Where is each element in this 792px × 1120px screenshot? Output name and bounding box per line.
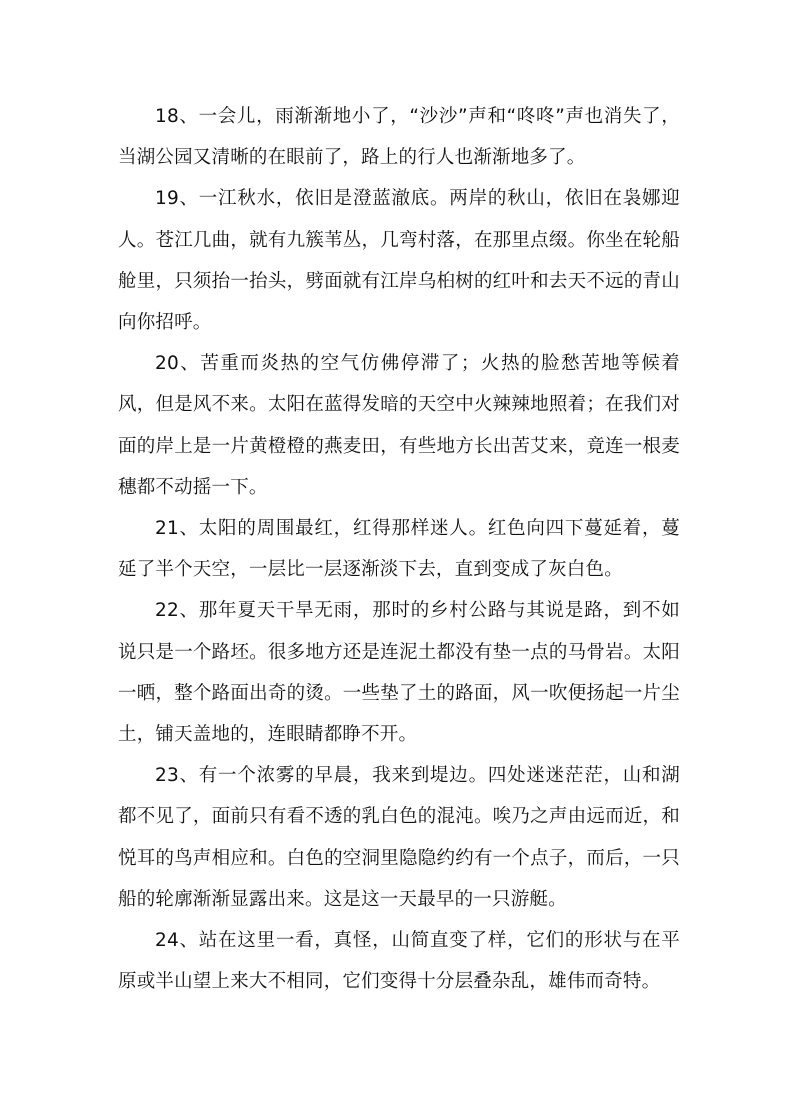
paragraph-22: 22、那年夏天干旱无雨，那时的乡村公路与其说是路，到不如说只是一个路坯。很多地方还是连泥土都没有垫一点的马骨岩。太阳一晒，整个路面出奇的烫。一些垫了土的路面，风一吹便扬起一片尘土，铺天盖地的，连眼睛都睁不开。 [118,600,680,746]
document-body [118,96,680,1002]
paragraph-23: 23、有一个浓雾的早晨，我来到堤边。四处迷迷茫茫，山和湖都不见了，面前只有看不透的乳白色的混沌。唉乃之声由远而近，和悦耳的鸟声相应和。白色的空洞里隐隐约约有一个点子，而后，一只船的轮廓渐渐显露出来。这是这一天最早的一只游艇。 [118,765,680,910]
paragraph-24: 24、站在这里一看，真怪，山简直变了样，它们的形状与在平原或半山望上来大不相同，它们变得十分层叠杂乱，雄伟而奇特。 [118,930,680,993]
paragraph-19: 19、一江秋水，依旧是澄蓝澈底。两岸的秋山，依旧在袅娜迎人。苍江几曲，就有九簇苇丛，几弯村落，在那里点缀。你坐在轮船舱里，只须抬一抬头，劈面就有江岸乌桕树的红叶和去天不远的青山向你招呼。 [118,188,680,334]
paragraph-21: 21、太阳的周围最红，红得那样迷人。红色向四下蔓延着，蔓延了半个天空，一层比一层逐渐淡下去，直到变成了灰白色。 [118,518,680,581]
paragraph-20: 20、苦重而炎热的空气仿佛停滞了；火热的脸愁苦地等候着风，但是风不来。太阳在蓝得发暗的天空中火辣辣地照着；在我们对面的岸上是一片黄橙橙的燕麦田，有些地方长出苦艾来，竟连一根麦穗都不动摇一下。 [118,353,680,498]
paragraph-18: 18、一会儿，雨渐渐地小了，“沙沙”声和“咚咚”声也消失了，当湖公园又清晰的在眼前了，路上的行人也渐渐地多了。 [118,106,680,169]
